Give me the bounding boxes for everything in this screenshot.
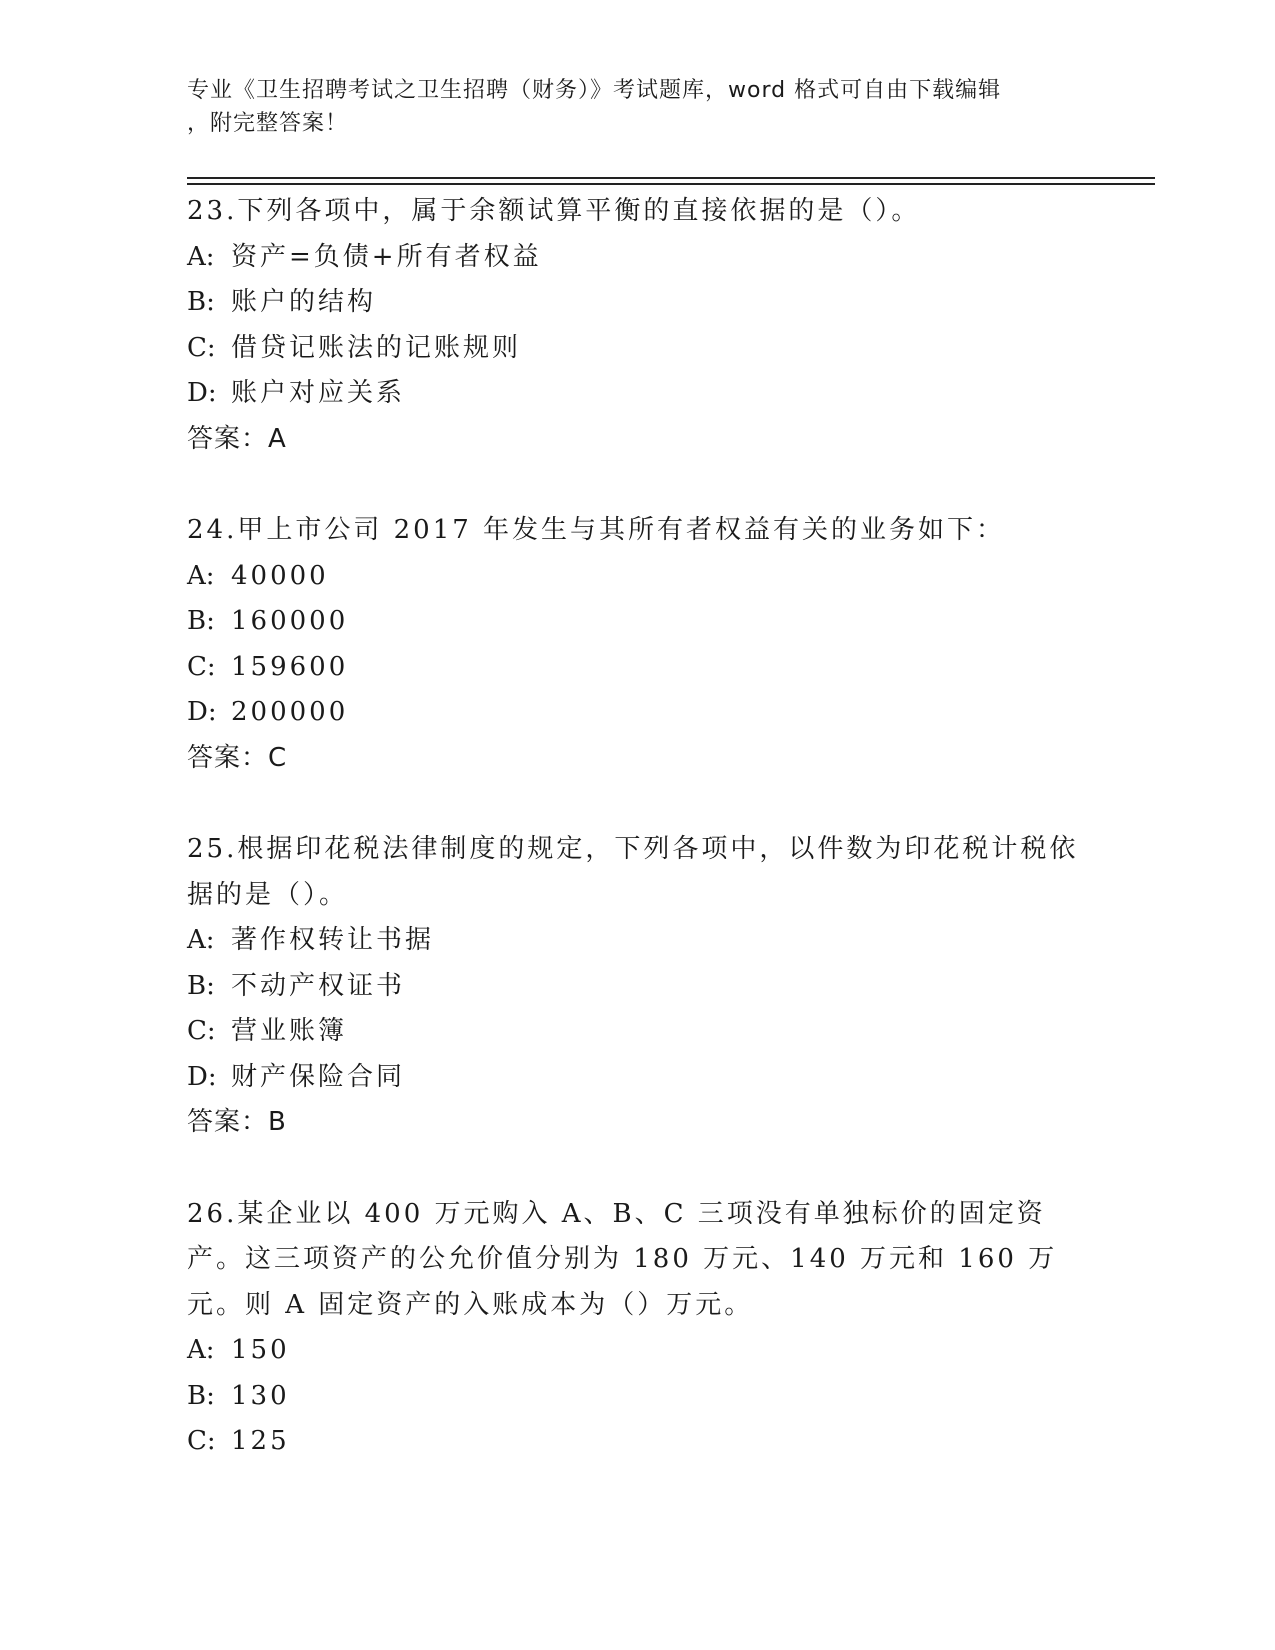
option-letter: D:	[187, 697, 217, 727]
option-text: 130	[231, 1380, 290, 1411]
option-a	[187, 554, 1087, 600]
question-stem: 24.甲上市公司 2017 年发生与其所有者权益有关的业务如下：	[187, 515, 1006, 545]
option-letter: D:	[187, 378, 217, 408]
question-24	[187, 508, 1087, 781]
option-text: 159600	[231, 651, 349, 682]
option-letter: A:	[187, 560, 215, 591]
option-text: 资产=负债+所有者权益	[231, 241, 542, 272]
option-c	[187, 1009, 1087, 1055]
option-c	[187, 326, 1087, 372]
question-23	[187, 189, 1087, 462]
option-b	[187, 1374, 1087, 1420]
option-b	[187, 964, 1087, 1010]
option-letter: A:	[187, 925, 215, 955]
option-b	[187, 280, 1087, 326]
document-header	[187, 74, 1067, 140]
option-letter: A:	[187, 1335, 215, 1365]
question-list	[187, 189, 1087, 1511]
option-text: 150	[231, 1335, 290, 1365]
option-d	[187, 690, 1087, 736]
option-a	[187, 1328, 1087, 1374]
option-letter: D:	[187, 1061, 217, 1092]
option-text: 200000	[231, 697, 349, 727]
option-text: 不动产权证书	[231, 970, 406, 1001]
option-text: 账户对应关系	[231, 378, 406, 408]
question-stem: 26.某企业以 400 万元购入 A、B、C 三项没有单独标价的固定资产。这三项资产的公允价值分别为 180 万元、140 万元和 160 万元。则 A 固定资产的入账成本为（）万元。	[187, 1198, 1058, 1320]
option-letter: A:	[187, 241, 215, 272]
option-d	[187, 1055, 1087, 1101]
answer-line: 答案：A	[187, 423, 287, 454]
option-a	[187, 235, 1087, 281]
answer-line: 答案：C	[187, 742, 288, 773]
option-c	[187, 1419, 1087, 1465]
answer-line: 答案：B	[187, 1107, 287, 1137]
option-letter: B:	[187, 287, 215, 317]
question-stem: 25.根据印花税法律制度的规定，下列各项中，以件数为印花税计税依据的是（）。	[187, 834, 1079, 910]
option-a	[187, 918, 1087, 964]
option-text: 160000	[231, 606, 349, 636]
option-text: 财产保险合同	[231, 1061, 406, 1092]
option-letter: B:	[187, 606, 215, 636]
option-d	[187, 371, 1087, 417]
header-line-1: 专业《卫生招聘考试之卫生招聘（财务）》考试题库，word 格式可自由下载编辑	[187, 78, 1002, 103]
question-26	[187, 1192, 1087, 1465]
option-text: 40000	[231, 560, 329, 591]
option-text: 借贷记账法的记账规则	[231, 332, 522, 363]
option-letter: B:	[187, 970, 215, 1001]
header-divider-bottom	[187, 183, 1155, 185]
option-b	[187, 599, 1087, 645]
header-divider-top	[187, 177, 1155, 179]
question-25	[187, 827, 1087, 1146]
option-text: 账户的结构	[231, 287, 377, 317]
option-text: 125	[231, 1426, 290, 1456]
option-letter: C:	[187, 332, 216, 363]
option-letter: C:	[187, 1016, 216, 1046]
option-c	[187, 645, 1087, 691]
header-line-2: ，附完整答案！	[187, 111, 349, 136]
option-text: 著作权转让书据	[231, 925, 435, 955]
option-letter: C:	[187, 651, 216, 682]
option-letter: C:	[187, 1426, 216, 1456]
option-letter: B:	[187, 1380, 215, 1411]
option-text: 营业账簿	[231, 1016, 348, 1046]
question-stem: 23.下列各项中，属于余额试算平衡的直接依据的是（）。	[187, 196, 921, 226]
